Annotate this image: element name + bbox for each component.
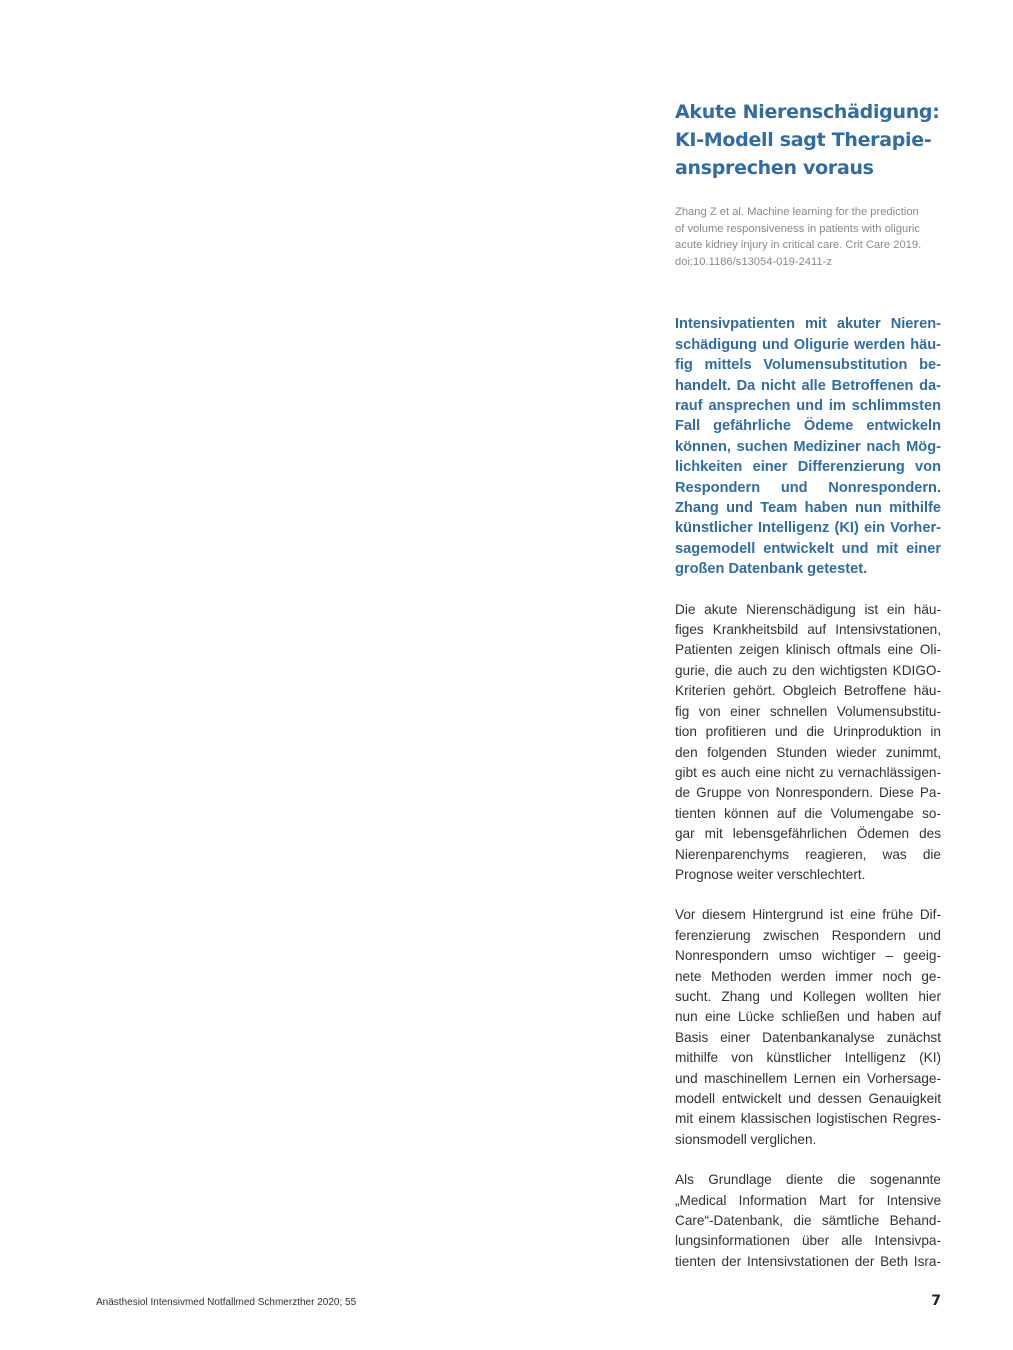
citation-doi: doi:10.1186/s13054-019-2411-z [675,255,832,268]
lead-line: Respondern und Nonrespondern. [675,479,941,496]
body-line: und maschinellem Lernen ein Vorhersage- [675,1070,941,1086]
title-line: ansprechen voraus [675,157,874,179]
body-line: nete Methoden werden immer noch ge- [675,968,941,984]
body-line: tion profitieren und die Urinproduktion in [675,724,941,740]
body-line: modell entwickelt und dessen Genauigkeit [675,1091,941,1106]
body-line: mithilfe von künstlicher Intelligenz (KI) [675,1050,941,1066]
body-line: sucht. Zhang und Kollegen wollten hier [675,988,941,1004]
journal-footer: Anästhesiol Intensivmed Notfallmed Schmerzther 2020; 55 [96,1297,357,1308]
citation [675,204,941,270]
lead-line: künstlicher Intelligenz (KI) ein Vorher- [675,520,941,537]
body-paragraph-1 [675,600,941,886]
citation-line: acute kidney injury in critical care. Crit Care 2019. [675,239,922,252]
body-line: de Gruppe von Nonrespondern. Diese Pa- [675,785,941,801]
body-paragraph-2 [675,905,941,1150]
lead-line: schädigung und Oligurie werden häu- [675,336,941,353]
title-line: KI-Modell sagt Therapie- [675,129,932,151]
body-line: lungsinformationen über alle Intensivpa- [675,1233,941,1249]
lead-line: rauf ansprechen und im schlimmsten [675,398,941,414]
body-line: ferenzierung zwischen Respondern und [675,927,941,943]
lead-line: sagemodell entwickelt und mit einer [675,540,941,557]
body-line: fig von einer schnellen Volumensubstitu- [675,703,941,719]
lead-line: großen Datenbank getestet. [675,561,868,578]
lead-line: lichkeiten einer Differenzierung von [675,459,941,476]
body-line: Nonrespondern umso wichtiger – geeig- [675,948,941,964]
body-line: Vor diesem Hintergrund ist eine frühe Dif- [675,907,941,923]
body-line: Die akute Nierenschädigung ist ein häu- [675,601,941,617]
title-line: Akute Nierenschädigung: [675,101,940,123]
body-line: gibt es auch eine nicht zu vernachlässigen- [675,764,941,780]
body-line: figes Krankheitsbild auf Intensivstationen, [675,622,941,638]
lead-paragraph [675,314,941,579]
body-line: Care“-Datenbank, die sämtliche Behand- [675,1213,941,1229]
body-paragraph-3 [675,1170,941,1272]
citation-line: of volume responsiveness in patients with oliguric [675,222,921,235]
body-line: Kriterien gehört. Obgleich Betroffene häu- [675,683,941,699]
body-line: Patienten zeigen klinisch oftmals eine Oli- [675,642,941,658]
body-line: mit einem klassischen logistischen Regres- [675,1111,941,1127]
lead-line: können, suchen Mediziner nach Mög- [675,438,941,455]
body-line: tienten der Intensivstationen der Beth Isra- [675,1253,941,1269]
lead-line: Intensivpatienten mit akuter Nieren- [675,316,941,333]
body-line: gurie, die auch zu den wichtigsten KDIGO- [675,662,941,678]
lead-line: fig mittels Volumensubstitution be- [675,357,941,374]
body-line: tienten können auf die Volumengabe so- [675,805,941,821]
body-line: gar mit lebensgefährlichen Ödemen des [675,826,941,842]
body-line: Nierenparenchyms reagieren, was die [675,846,941,862]
lead-line: Fall gefährliche Ödeme entwickeln [675,418,941,435]
body-line: den folgenden Stunden wieder zunimmt, [675,744,941,760]
lead-line: handelt. Da nicht alle Betroffenen da- [675,377,941,394]
citation-line: Zhang Z et al. Machine learning for the prediction [675,206,919,218]
body-line: Basis einer Datenbankanalyse zunächst [675,1029,941,1045]
page-number: 7 [931,1293,941,1309]
body-line: Prognose weiter verschlechtert. [675,866,866,882]
lead-line: Zhang und Team haben nun mithilfe [675,500,941,517]
article-column [675,98,941,1272]
article-title [675,98,941,182]
body-line: „Medical Information Mart for Intensive [675,1192,941,1208]
body-line: Als Grundlage diente die sogenannte [675,1172,941,1188]
body-line: sionsmodell verglichen. [675,1131,817,1147]
body-line: nun eine Lücke schließen und haben auf [675,1009,941,1025]
